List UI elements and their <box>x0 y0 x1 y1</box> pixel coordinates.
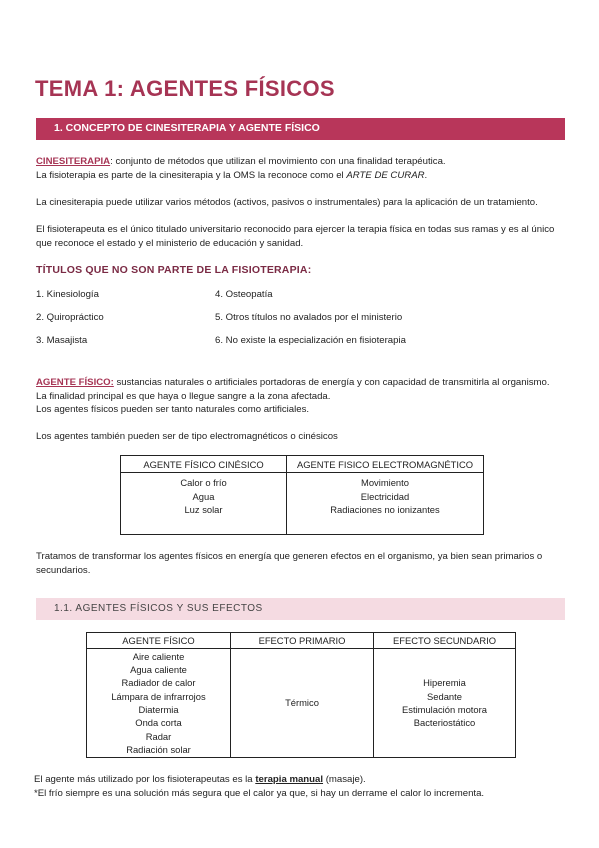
cell-line: Sedante <box>427 690 462 702</box>
cell-line: Bacteriostático <box>413 717 476 729</box>
agentes-table <box>120 455 484 535</box>
cell-line: Radiación solar <box>126 743 191 755</box>
list-item: 4. Osteopatía <box>215 289 273 300</box>
table-header: AGENTE FISICO ELECTROMAGNÉTICO <box>287 456 484 473</box>
cinesiterapia-paragraph <box>36 155 566 182</box>
footer-line-1 <box>34 773 366 787</box>
fisioterapeuta-paragraph: El fisioterapeuta es el único titulado universitario reconocido para ejercer la terapia física en todas sus ramas y es al único que reconoce el estado y el ministerio de educación y sanidad. <box>36 224 555 249</box>
table-cell <box>374 649 516 758</box>
cinesiterapia-term: CINESITERAPIA <box>36 156 111 167</box>
cell-line: Luz solar <box>184 504 223 515</box>
footer-line-1-post: (masaje). <box>323 774 366 785</box>
page-title: TEMA 1: AGENTES FÍSICOS <box>35 76 335 101</box>
list-item: 6. No existe la especialización en fisioterapia <box>215 335 406 346</box>
section-heading-1 <box>36 118 565 140</box>
transform-paragraph: Tratamos de transformar los agentes físicos en energía que generen efectos en el organismo, ya bien sean primarios o secundarios. <box>36 551 543 576</box>
cell-line: Lámpara de infrarrojos <box>111 690 206 702</box>
section-heading-1-text: 1. CONCEPTO DE CINESITERAPIA Y AGENTE FÍSICO <box>54 122 320 134</box>
section-heading-2 <box>36 598 565 620</box>
list-item: 1. Kinesiología <box>36 289 99 300</box>
cell-line: Aire caliente <box>132 650 185 662</box>
titulos-heading: TÍTULOS QUE NO SON PARTE DE LA FISIOTERAPIA: <box>36 264 312 276</box>
cell-line: Radiador de calor <box>121 677 196 689</box>
list-item: 2. Quiropráctico <box>36 312 104 323</box>
cell-line: Onda corta <box>135 717 182 729</box>
list-item: 3. Masajista <box>36 335 88 346</box>
cell-line: Estimulación motora <box>402 704 487 715</box>
cell-line: Electricidad <box>360 490 410 502</box>
cell-line: Radiaciones no ionizantes <box>330 504 440 515</box>
table-cell <box>121 473 287 535</box>
table-header: EFECTO SECUNDARIO <box>374 633 516 649</box>
agente-fisico-p3: Los agentes también pueden ser de tipo electromagnéticos o cinésicos <box>36 431 338 442</box>
cinesiterapia-line2: La fisioterapia es parte de la cinesiterapia y la OMS la reconoce como el <box>36 169 347 181</box>
agente-fisico-paragraph <box>36 376 554 417</box>
terapia-manual: terapia manual <box>255 774 324 785</box>
footer-line-1-pre: El agente más utilizado por los fisioterapeutas es la <box>34 774 256 785</box>
cell-line: Radar <box>145 730 172 742</box>
cell-line: Diatermia <box>138 704 179 715</box>
table-cell <box>287 473 484 535</box>
table-header: EFECTO PRIMARIO <box>231 633 374 649</box>
cell-line: Agua <box>192 490 215 502</box>
cinesiterapia-definition: : conjunto de métodos que utilizan el movimiento con una finalidad terapéutica. <box>110 156 446 167</box>
cell-line: Calor o frío <box>180 477 227 488</box>
period: . <box>424 169 428 181</box>
table-header: AGENTE FÍSICO <box>87 633 231 649</box>
agente-fisico-definition: sustancias naturales o artificiales portadoras de energía y con capacidad de transmitirla al organismo. La finalidad principal es que haya o llegue sangre a la zona afectada. <box>36 377 550 402</box>
cell-line: Movimiento <box>361 477 409 488</box>
agente-fisico-p2: Los agentes físicos pueden ser tanto naturales como artificiales. <box>36 404 310 415</box>
table-cell <box>87 649 231 758</box>
cell-line: Agua caliente <box>130 664 187 676</box>
cell-line: Hiperemia <box>423 677 466 689</box>
agente-fisico-term: AGENTE FÍSICO: <box>36 377 114 388</box>
list-item: 5. Otros títulos no avalados por el ministerio <box>215 312 403 323</box>
section-heading-2-text: 1.1. AGENTES FÍSICOS Y SUS EFECTOS <box>54 603 263 614</box>
footer-line-2: *El frío siempre es una solución más segura que el calor ya que, si hay un derrame el calor lo incrementa. <box>34 788 485 799</box>
arte-de-curar: ARTE DE CURAR <box>346 169 425 181</box>
efectos-table <box>86 632 516 758</box>
table-cell <box>231 649 374 758</box>
methods-paragraph: La cinesiterapia puede utilizar varios métodos (activos, pasivos o instrumentales) para la aplicación de un tratamiento. <box>36 197 538 208</box>
table-header: AGENTE FÍSICO CINÉSICO <box>121 456 287 473</box>
cell-line: Térmico <box>285 697 319 709</box>
